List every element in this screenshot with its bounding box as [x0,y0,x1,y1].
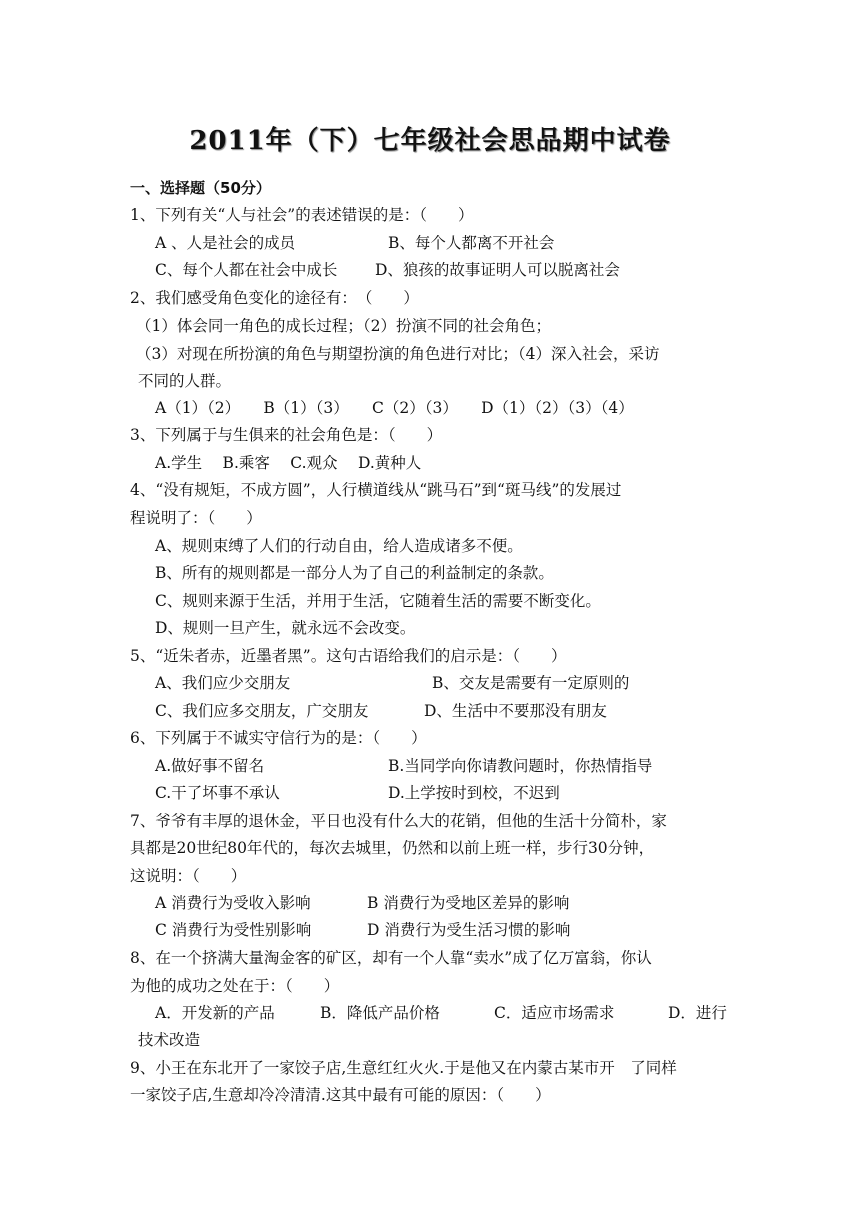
question-4-option-a: A、规则束缚了人们的行动自由，给人造成诸多不便。 [155,537,523,555]
question-7-option-d: D 消费行为受生活习惯的影响 [367,921,571,939]
question-7-option-b: B 消费行为受地区差异的影响 [367,894,570,912]
question-1-option-d: D、狼孩的故事证明人可以脱离社会 [375,261,620,279]
question-2-line-3: 不同的人群。 [138,372,232,390]
section-heading: 一、选择题（50分） [130,179,271,197]
question-8-option-d: D．进行 [668,1004,727,1022]
page-title: 2011年（下）七年级社会思品期中试卷 [189,126,671,156]
question-9-line-1: 9、小王在东北开了一家饺子店,生意红红火火.于是他又在内蒙古某市开 了同样 [130,1059,677,1077]
question-3-stem: 3、下列属于与生俱来的社会角色是：（ ） [130,426,443,444]
question-2-line-2: （3）对现在所扮演的角色与期望扮演的角色进行对比；（4）深入社会，采访 [136,345,660,363]
question-6-option-d: D.上学按时到校，不迟到 [388,784,560,802]
question-2-stem: 2、我们感受角色变化的途径有： （ ） [130,289,419,307]
question-2-options: A（1）（2） B（1）（3） C（2）（3） D（1）（2）（3）（4） [155,399,634,417]
question-4-option-b: B、所有的规则都是一部分人为了自己的利益制定的条款。 [155,564,554,582]
question-4-stem-2: 程说明了：（ ） [130,509,262,527]
question-5-stem: 5、“近朱者赤，近墨者黑”。这句古语给我们的启示是：（ ） [130,647,567,665]
question-6-stem: 6、下列属于不诚实守信行为的是：（ ） [130,729,427,747]
question-5-option-c: C、我们应多交朋友，广交朋友 [155,702,369,720]
question-7-option-c: C 消费行为受性别影响 [155,921,312,939]
question-6-option-a: A.做好事不留名 [155,757,265,775]
question-3-options: A.学生 B.乘客 C.观众 D.黄种人 [155,454,422,472]
question-4-option-d: D、规则一旦产生，就永远不会改变。 [155,619,416,637]
question-8-option-b: B．降低产品价格 [320,1004,440,1022]
question-8-option-a: A．开发新的产品 [155,1004,275,1022]
question-1-option-c: C、每个人都在社会中成长 [155,261,338,279]
question-5-option-b: B、交友是需要有一定原则的 [432,674,630,692]
question-4-stem-1: 4、“没有规矩，不成方圆”，人行横道线从“跳马石”到“斑马线”的发展过 [130,481,622,499]
question-1-stem: 1、下列有关“人与社会”的表述错误的是：（ ） [130,206,474,224]
question-7-line-2: 具都是20世纪80年代的，每次去城里，仍然和以前上班一样，步行30分钟， [130,839,655,857]
question-8-option-c: C．适应市场需求 [494,1004,615,1022]
question-8-option-d-continued: 技术改造 [138,1031,201,1049]
question-7-line-3: 这说明：（ ） [130,867,247,885]
question-5-option-a: A、我们应少交朋友 [155,674,291,692]
question-7-line-1: 7、爷爷有丰厚的退休金，平日也没有什么大的花销，但他的生活十分简朴，家 [130,812,667,830]
question-6-option-c: C.干了坏事不承认 [155,784,280,802]
question-1-option-a: A 、人是社会的成员 [155,234,296,252]
question-8-line-1: 8、在一个挤满大量淘金客的矿区，却有一个人靠“卖水”成了亿万富翁，你认 [130,949,652,967]
question-5-option-d: D、生活中不要那没有朋友 [424,702,607,720]
question-4-option-c: C、规则来源于生活，并用于生活，它随着生活的需要不断变化。 [155,592,601,610]
question-9-line-2: 一家饺子店,生意却冷冷清清.这其中最有可能的原因：（ ） [130,1086,551,1104]
question-1-option-b: B、每个人都离不开社会 [388,234,555,252]
question-7-option-a: A 消费行为受收入影响 [155,894,311,912]
question-8-line-2: 为他的成功之处在于：（ ） [130,977,340,995]
question-6-option-b: B.当同学向你请教问题时，你热情指导 [388,757,653,775]
question-2-line-1: （1）体会同一角色的成长过程；（2）扮演不同的社会角色； [136,317,551,335]
